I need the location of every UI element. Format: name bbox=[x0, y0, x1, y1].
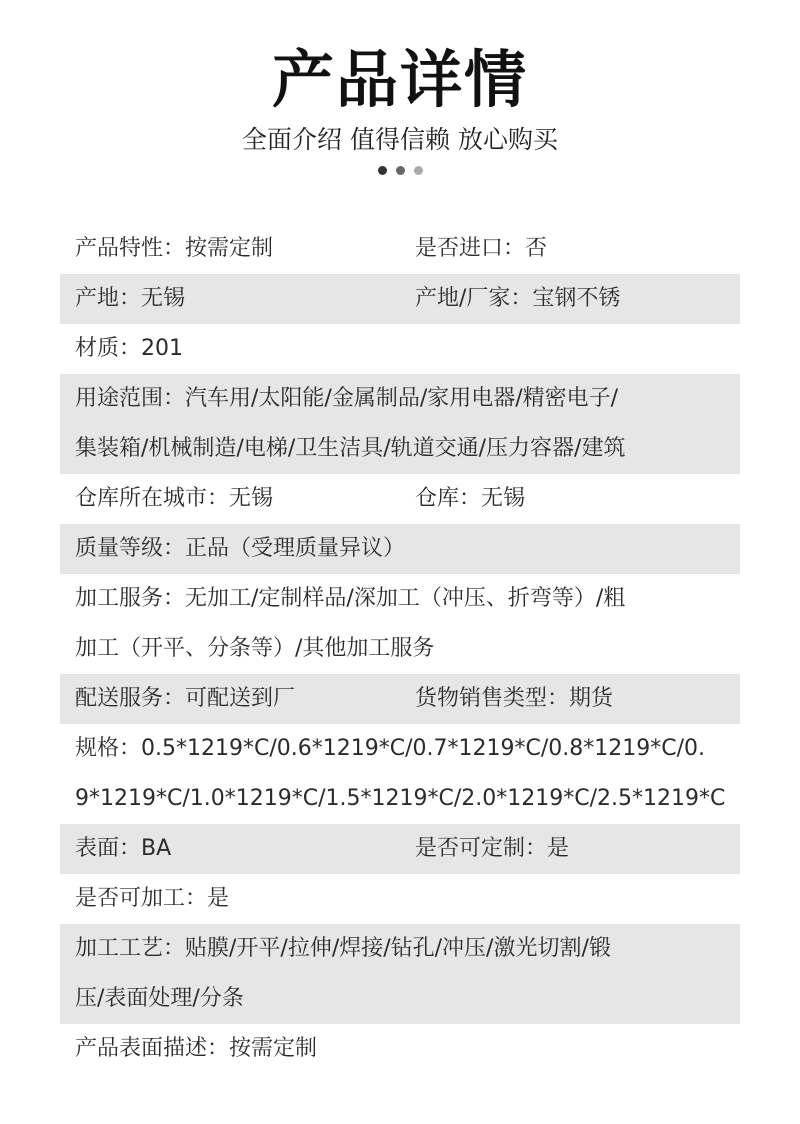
page-subtitle: 全面介绍 值得信赖 放心购买 bbox=[242, 125, 558, 154]
product-spec-table bbox=[60, 224, 740, 1074]
spec-row-warehouse bbox=[60, 474, 740, 524]
spec-processing-line-1: 加工服务：无加工/定制样品/深加工（冲压、折弯等）/粗 bbox=[75, 586, 626, 611]
spec-row-material bbox=[60, 324, 740, 374]
spec-imported: 是否进口：否 bbox=[415, 236, 548, 261]
page-header bbox=[0, 0, 800, 200]
spec-row-origin bbox=[60, 274, 740, 324]
spec-size bbox=[75, 724, 725, 824]
spec-technique-line-2: 压/表面处理/分条 bbox=[75, 986, 244, 1011]
spec-row-usage bbox=[60, 374, 740, 474]
spec-sales-type: 货物销售类型：期货 bbox=[415, 686, 614, 711]
spec-customizable: 是否可定制：是 bbox=[415, 836, 570, 861]
spec-row-quality bbox=[60, 524, 740, 574]
spec-technique bbox=[75, 924, 725, 1024]
decorative-dots bbox=[0, 166, 800, 178]
dot-icon bbox=[414, 166, 423, 175]
spec-delivery: 配送服务：可配送到厂 bbox=[75, 686, 296, 711]
dot-icon bbox=[378, 166, 387, 175]
spec-row-processing bbox=[60, 574, 740, 674]
page-title: 产品详情 bbox=[271, 43, 528, 116]
spec-row-surface-description bbox=[60, 1024, 740, 1074]
spec-row-size bbox=[60, 724, 740, 824]
spec-row-delivery bbox=[60, 674, 740, 724]
spec-row-technique bbox=[60, 924, 740, 1024]
spec-quality-grade: 质量等级：正品（受理质量异议） bbox=[75, 536, 406, 561]
spec-processable: 是否可加工：是 bbox=[75, 886, 230, 911]
spec-row-processable bbox=[60, 874, 740, 924]
spec-row-surface bbox=[60, 824, 740, 874]
spec-surface-description: 产品表面描述：按需定制 bbox=[75, 1036, 318, 1061]
spec-usage-line-2: 集装箱/机械制造/电梯/卫生洁具/轨道交通/压力容器/建筑 bbox=[75, 436, 626, 461]
spec-usage bbox=[75, 374, 725, 474]
spec-manufacturer: 产地/厂家：宝钢不锈 bbox=[415, 286, 621, 311]
spec-surface: 表面：BA bbox=[75, 836, 172, 861]
spec-usage-line-1: 用途范围：汽车用/太阳能/金属制品/家用电器/精密电子/ bbox=[75, 386, 619, 411]
spec-row-features bbox=[60, 224, 740, 274]
spec-material: 材质：201 bbox=[75, 336, 183, 361]
spec-features: 产品特性：按需定制 bbox=[75, 236, 274, 261]
spec-processing-service bbox=[75, 574, 725, 674]
spec-technique-line-1: 加工工艺：贴膜/开平/拉伸/焊接/钻孔/冲压/激光切割/锻 bbox=[75, 936, 611, 961]
spec-origin: 产地：无锡 bbox=[75, 286, 186, 311]
spec-size-line-1: 规格：0.5*1219*C/0.6*1219*C/0.7*1219*C/0.8*1219*C/0. bbox=[75, 736, 705, 761]
dot-icon bbox=[396, 166, 405, 175]
spec-warehouse-city: 仓库所在城市：无锡 bbox=[75, 486, 274, 511]
spec-warehouse: 仓库：无锡 bbox=[415, 486, 526, 511]
spec-processing-line-2: 加工（开平、分条等）/其他加工服务 bbox=[75, 636, 435, 661]
spec-size-line-2: 9*1219*C/1.0*1219*C/1.5*1219*C/2.0*1219*C/2.5*1219*C bbox=[75, 786, 726, 811]
